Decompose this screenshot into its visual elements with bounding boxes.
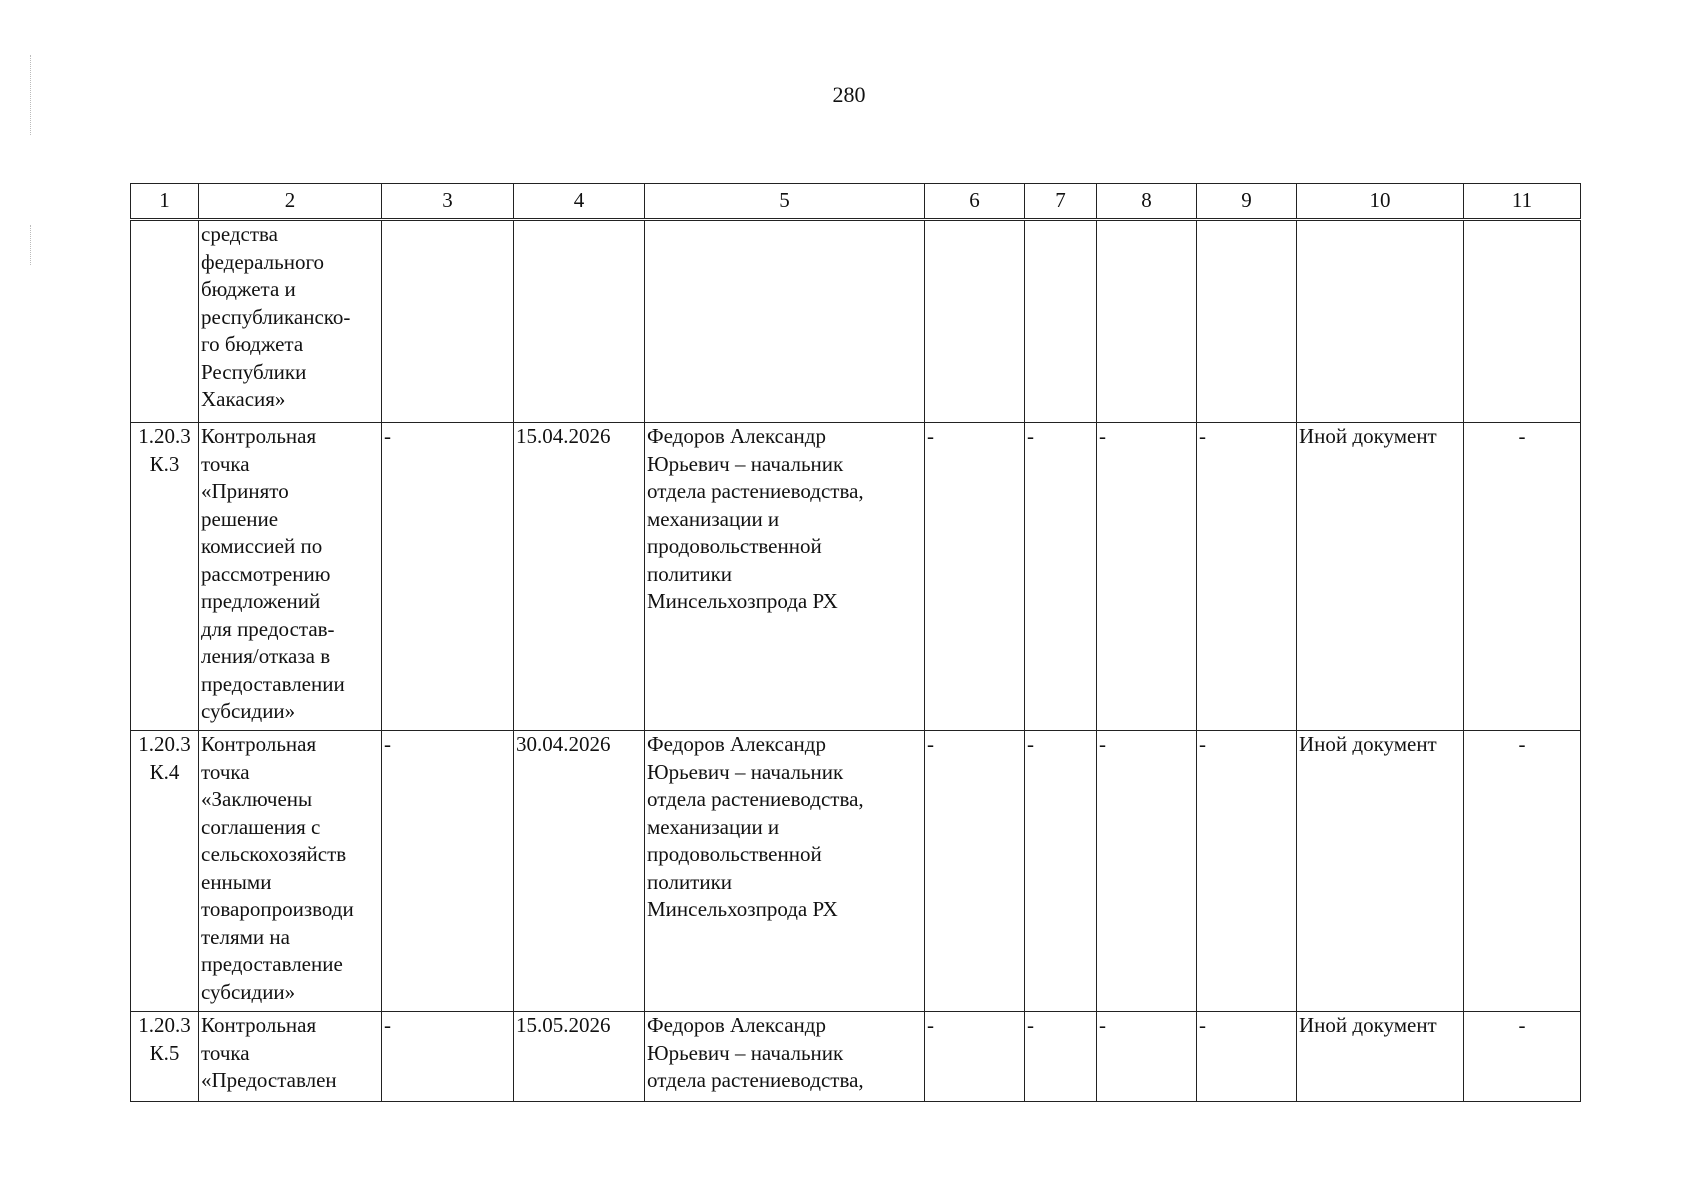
table-cell: [382, 220, 514, 423]
row-number-cell: [131, 220, 199, 423]
responsible-cell: [645, 220, 925, 423]
column-header: 7: [1025, 184, 1097, 220]
event-name-cell: Контрольная точка «Предоставлен: [199, 1012, 382, 1102]
table-cell: -: [1197, 423, 1297, 731]
document-type-cell: [1297, 220, 1464, 423]
column-header: 8: [1097, 184, 1197, 220]
column-header: 9: [1197, 184, 1297, 220]
responsible-cell: Федоров Александр Юрьевич – начальник отдела растениеводства,: [645, 1012, 925, 1102]
table-cell: -: [1097, 1012, 1197, 1102]
table-cell: [1197, 220, 1297, 423]
table-cell: -: [1464, 423, 1581, 731]
column-header: 3: [382, 184, 514, 220]
row-number-cell: 1.20.3 К.5: [131, 1012, 199, 1102]
table-cell: -: [925, 423, 1025, 731]
document-type-cell: Иной документ: [1297, 1012, 1464, 1102]
table-cell: -: [1197, 1012, 1297, 1102]
table-cell: -: [1197, 731, 1297, 1012]
event-name-cell: средства федерального бюджета и республиканско- го бюджета Республики Хакасия»: [199, 220, 382, 423]
event-name-cell: Контрольная точка «Принято решение комиссией по рассмотрению предложений для предостав- ления/отказа в предоставлении субсидии»: [199, 423, 382, 731]
column-header: 5: [645, 184, 925, 220]
responsible-cell: Федоров Александр Юрьевич – начальник отдела растениеводства, механизации и продовольственной политики Минсельхозпрода РХ: [645, 731, 925, 1012]
column-header: 1: [131, 184, 199, 220]
table-cell: -: [1025, 1012, 1097, 1102]
table-cell: [925, 220, 1025, 423]
document-type-cell: Иной документ: [1297, 423, 1464, 731]
page-number: 280: [832, 82, 866, 107]
control-points-table: [130, 183, 1581, 1102]
table-cell: [1464, 220, 1581, 423]
date-cell: [514, 220, 645, 423]
table-cell: -: [1097, 423, 1197, 731]
table-cell: [1097, 220, 1197, 423]
header-row: [131, 184, 1581, 220]
responsible-cell: Федоров Александр Юрьевич – начальник отдела растениеводства, механизации и продовольственной политики Минсельхозпрода РХ: [645, 423, 925, 731]
column-header: 6: [925, 184, 1025, 220]
row-number-cell: 1.20.3 К.4: [131, 731, 199, 1012]
column-header: 11: [1464, 184, 1581, 220]
table-row: [131, 731, 1581, 1012]
event-name-cell: Контрольная точка «Заключены соглашения с сельскохозяйств енными товаропроизводи телями на предоставление субсидии»: [199, 731, 382, 1012]
date-cell: 30.04.2026: [514, 731, 645, 1012]
document-type-cell: Иной документ: [1297, 731, 1464, 1012]
scan-artifact: [30, 225, 101, 265]
row-number-cell: 1.20.3 К.3: [131, 423, 199, 731]
table-cell: -: [1097, 731, 1197, 1012]
table-row: [131, 220, 1581, 423]
table-cell: -: [925, 731, 1025, 1012]
date-cell: 15.05.2026: [514, 1012, 645, 1102]
table-cell: -: [1025, 731, 1097, 1012]
table-cell: -: [1464, 731, 1581, 1012]
table-cell: -: [1025, 423, 1097, 731]
date-cell: 15.04.2026: [514, 423, 645, 731]
column-header: 2: [199, 184, 382, 220]
table-cell: -: [382, 423, 514, 731]
table-cell: [1025, 220, 1097, 423]
table-cell: -: [382, 1012, 514, 1102]
table-cell: -: [382, 731, 514, 1012]
table-row: [131, 1012, 1581, 1102]
table-cell: -: [925, 1012, 1025, 1102]
table-row: [131, 423, 1581, 731]
table-cell: -: [1464, 1012, 1581, 1102]
column-header: 4: [514, 184, 645, 220]
column-header: 10: [1297, 184, 1464, 220]
